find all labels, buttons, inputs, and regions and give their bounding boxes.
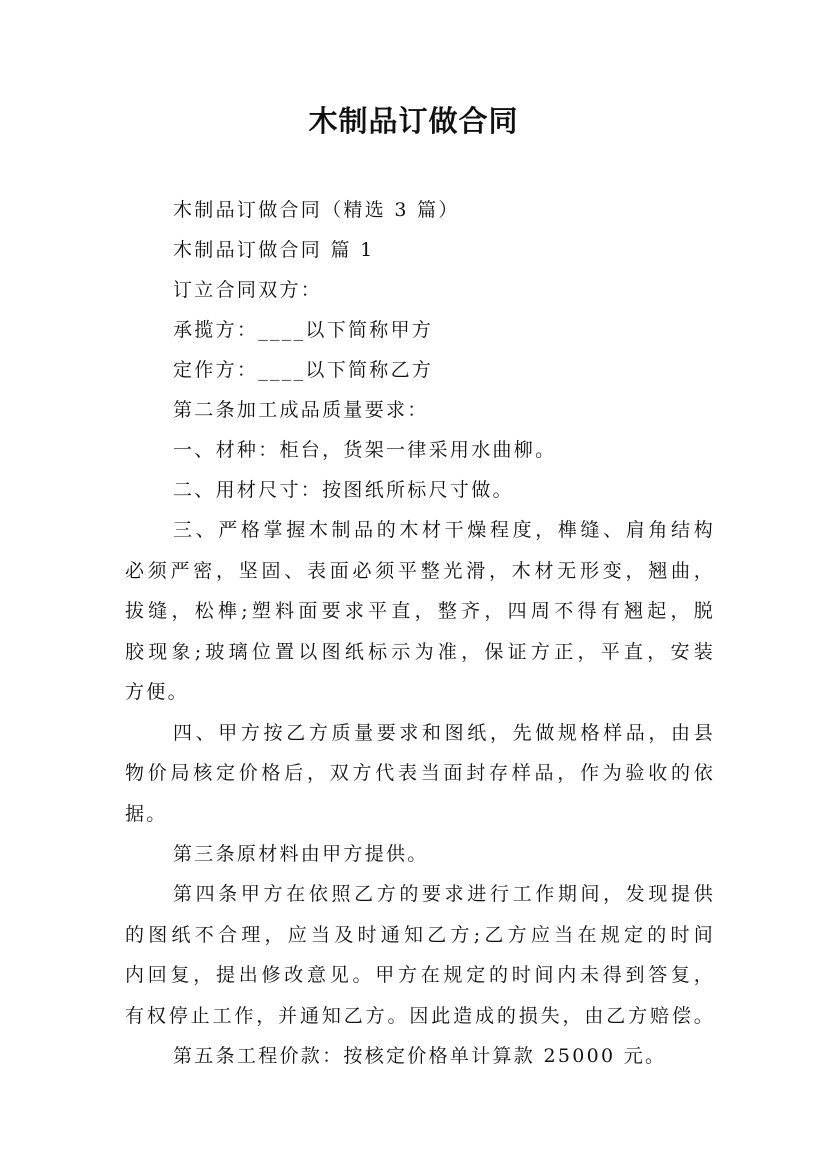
- orderer-line: 定作方：____以下简称乙方: [173, 359, 434, 381]
- article-2-heading: 第二条加工成品质量要求：: [173, 399, 429, 421]
- clause-3: [125, 510, 715, 713]
- clause-3-line: 方便。: [125, 681, 189, 703]
- clause-4-line: 据。: [125, 802, 168, 825]
- clause-3-line: 拔缝，松榫;塑料面要求平直，整齐，四周不得有翘起，脱: [125, 600, 715, 622]
- clause-3-line: 胶现象;玻璃位置以图纸标示为准，保证方正，平直，安装: [125, 640, 715, 663]
- subtitle-line: 木制品订做合同（精选 3 篇）: [173, 199, 460, 221]
- article-4-line: 第四条甲方在依照乙方的要求进行工作期间，发现提供: [173, 883, 715, 905]
- section-heading: 木制品订做合同 篇 1: [173, 239, 375, 261]
- document-title: 木制品订做合同: [308, 104, 519, 138]
- document-body: [125, 190, 715, 1076]
- clause-3-line: 三、严格掌握木制品的木材干燥程度，榫缝、肩角结构: [173, 519, 715, 541]
- clause-1: 一、材种：柜台，货架一律采用水曲柳。: [173, 439, 557, 461]
- article-5: 第五条工程价款：按核定价格单计算款 25000 元。: [173, 1045, 667, 1067]
- parties-heading: 订立合同双方：: [173, 279, 323, 301]
- clause-4-line: 物价局核定价格后，双方代表当面封存样品，作为验收的依: [125, 762, 715, 784]
- article-4-line: 的图纸不合理，应当及时通知乙方;乙方应当在规定的时间: [125, 923, 715, 946]
- contractor-line: 承揽方：____以下简称甲方: [173, 319, 434, 341]
- article-3: 第三条原材料由甲方提供。: [173, 843, 429, 865]
- clause-3-line: 必须严密，坚固、表面必须平整光滑，木材无形变，翘曲，: [125, 559, 715, 582]
- article-4-line: 内回复，提出修改意见。甲方在规定的时间内未得到答复，: [125, 964, 715, 986]
- clause-2: 二、用材尺寸：按图纸所标尺寸做。: [173, 479, 514, 501]
- article-4: [125, 874, 715, 1036]
- article-4-line: 有权停止工作，并通知乙方。因此造成的损失，由乙方赔偿。: [125, 1004, 715, 1027]
- clause-4: [125, 713, 715, 835]
- clause-4-line: 四、甲方按乙方质量要求和图纸，先做规格样品，由县: [173, 721, 715, 744]
